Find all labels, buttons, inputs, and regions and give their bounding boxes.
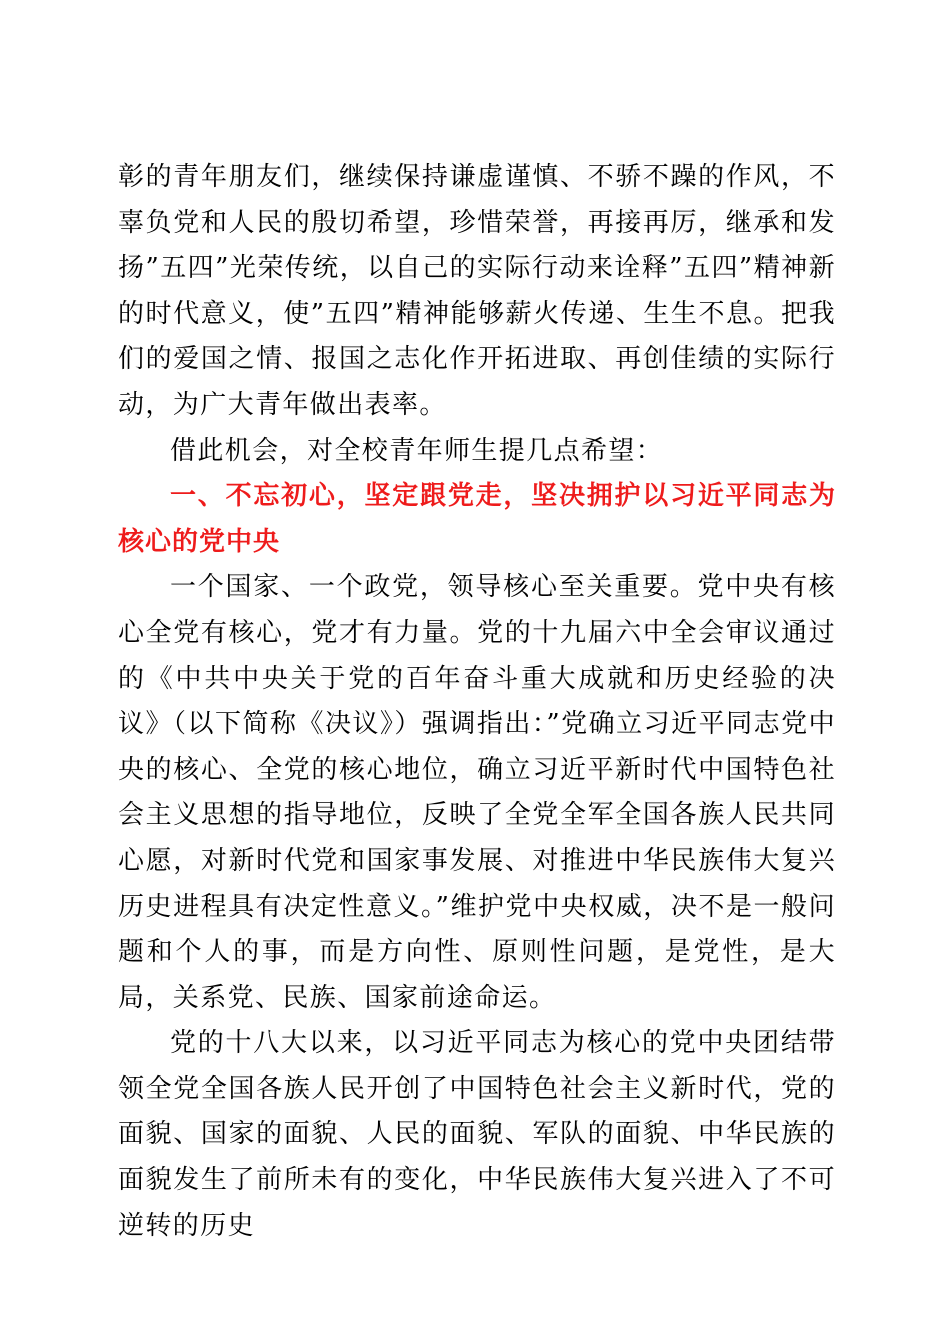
section-heading-1: 一、不忘初心，坚定跟党走，坚决拥护以习近平同志为核心的党中央 xyxy=(118,481,836,557)
document-page xyxy=(118,155,836,1249)
paragraph-leadership-core: 一个国家、一个政党，领导核心至关重要。党中央有核心全党有核心，党才有力量。党的十九届六中全会审议通过的《中共中央关于党的百年奋斗重大成就和历史经验的决议》（以下简称《决议》）强调指出：”党确立习近平同志党中央的核心、全党的核心地位，确立习近平新时代中国特色社会主义思想的指导地位，反映了全党全军全国各族人民共同心愿，对新时代党和国家事发展、对推进中华民族伟大复兴历史进程具有决定性意义。”维护党中央权威，决不是一般问题和个人的事，而是方向性、原则性问题，是党性，是大局，关系党、民族、国家前途命运。 xyxy=(118,572,836,1013)
paragraph-continuation: 彰的青年朋友们，继续保持谦虚谨慎、不骄不躁的作风，不辜负党和人民的殷切希望，珍惜荣誉，再接再厉，继承和发扬”五四”光荣传统，以自己的实际行动来诠释”五四”精神新的时代意义，使”五四”精神能够薪火传递、生生不息。把我们的爱国之情、报国之志化作开拓进取、再创佳绩的实际行动，为广大青年做出表率。 xyxy=(118,162,836,420)
paragraph-new-era: 党的十八大以来，以习近平同志为核心的党中央团结带领全党全国各族人民开创了中国特色社会主义新时代，党的面貌、国家的面貌、人民的面貌、军队的面貌、中华民族的面貌发生了前所未有的变化，中华民族伟大复兴进入了不可逆转的历史 xyxy=(118,1028,836,1241)
paragraph-intro-hopes: 借此机会，对全校青年师生提几点希望： xyxy=(170,435,664,466)
